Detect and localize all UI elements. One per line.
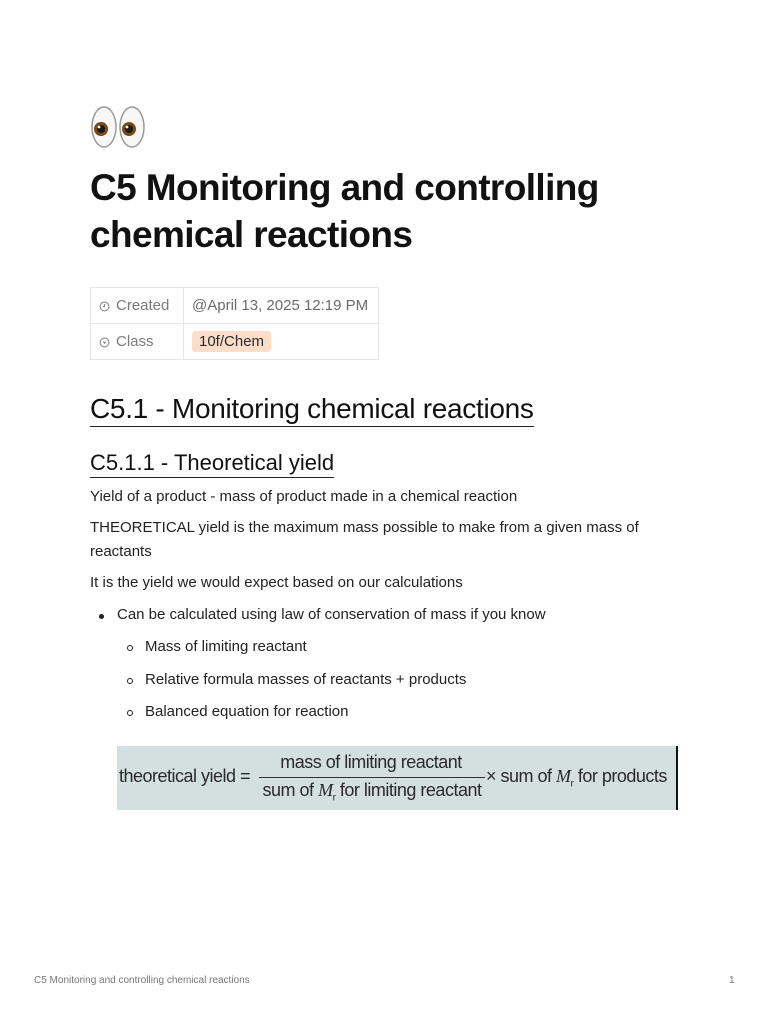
select-icon — [99, 337, 110, 348]
fraction-bar — [259, 777, 485, 778]
sub-list-item: Balanced equation for reaction — [145, 703, 349, 720]
formula-lhs: theoretical yield = — [119, 766, 251, 786]
sub-list-item: Mass of limiting reactant — [145, 638, 307, 655]
paragraph-expected-yield: It is the yield we would expect based on our calculations — [90, 574, 463, 591]
class-tag[interactable]: 10f/Chem — [192, 331, 271, 352]
sub-bullet-circle — [127, 710, 133, 716]
formula-rhs: × sum of $M_r$ for products — [486, 766, 667, 790]
formula-numerator: mass of limiting reactant — [280, 752, 462, 772]
formula-denominator: sum of $M_r$ for limiting reactant — [262, 780, 482, 804]
subsection-heading: C5.1.1 - Theoretical yield — [90, 449, 334, 478]
sub-list-item: Relative formula masses of reactants + products — [145, 671, 467, 688]
property-value-created[interactable]: @April 13, 2025 12:19 PM — [184, 288, 379, 324]
page-title: C5 Monitoring and controlling chemical reactions — [90, 167, 599, 255]
footer-page-number: 1 — [729, 975, 735, 986]
property-label-created: Created — [91, 288, 184, 324]
property-row-created — [91, 288, 379, 324]
property-value-class[interactable] — [184, 324, 379, 360]
paragraph-yield-definition: Yield of a product - mass of product made in a chemical reaction — [90, 488, 518, 505]
clock-icon — [99, 301, 110, 312]
eyes-emoji-icon — [90, 104, 150, 150]
property-label-class: Class — [91, 324, 184, 360]
properties-table — [90, 287, 379, 360]
theoretical-yield-formula-image — [117, 746, 678, 810]
sub-bullet-circle — [127, 645, 133, 651]
property-row-class — [91, 324, 379, 360]
footer-title: C5 Monitoring and controlling chemical reactions — [34, 975, 250, 986]
list-item: Can be calculated using law of conservation of mass if you know — [117, 606, 546, 623]
bullet-dot — [99, 614, 104, 619]
section-heading: C5.1 - Monitoring chemical reactions — [90, 392, 534, 427]
sub-bullet-circle — [127, 678, 133, 684]
paragraph-theoretical-yield: THEORETICAL yield is the maximum mass possible to make from a given mass of reactants — [90, 519, 639, 560]
